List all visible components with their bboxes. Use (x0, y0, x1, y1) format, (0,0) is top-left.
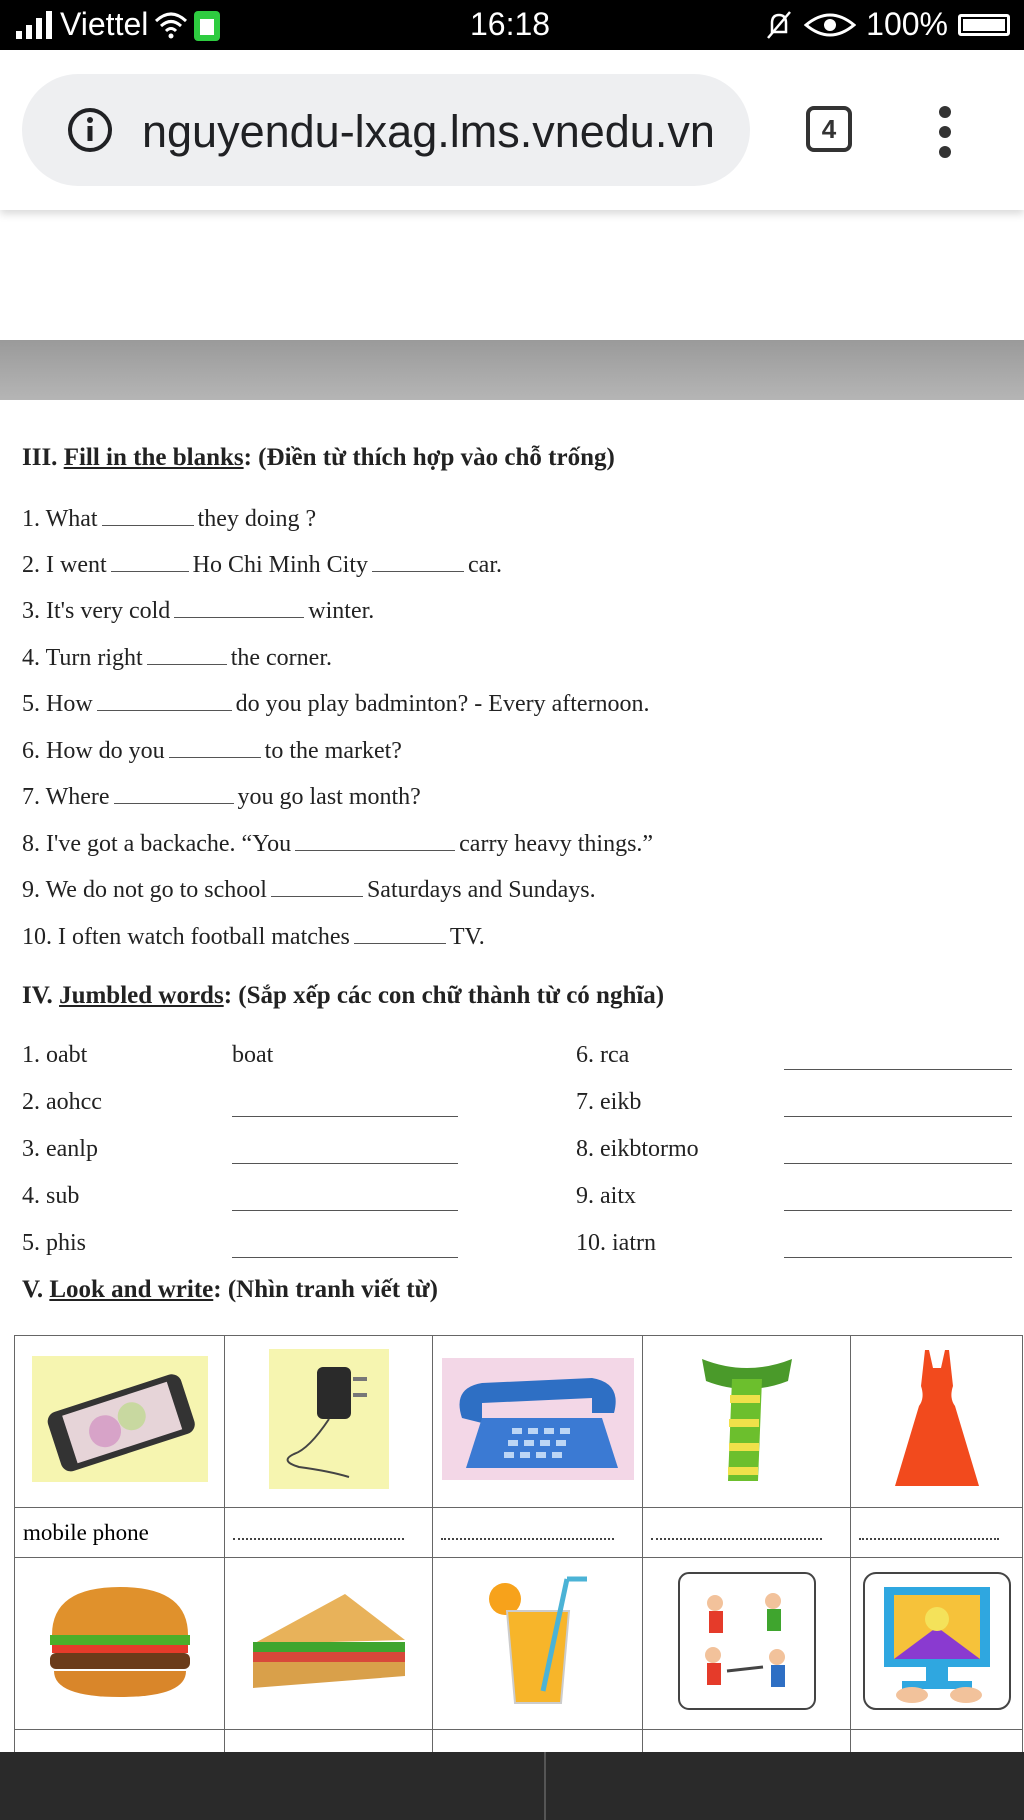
blank-line[interactable] (174, 599, 304, 618)
answer-line[interactable] (232, 1162, 458, 1164)
answer-cell[interactable] (433, 1508, 643, 1558)
jumbled-word: 4. sub (22, 1183, 80, 1209)
fill-item-9 (22, 877, 596, 904)
picture-cell (433, 1336, 643, 1508)
blank-line[interactable] (295, 832, 455, 851)
section5-heading (22, 1276, 438, 1304)
section3-title: Fill in the blanks (63, 444, 244, 471)
answer-line[interactable] (784, 1162, 1012, 1164)
fill-item-7 (22, 784, 421, 811)
picture-table (14, 1335, 1023, 1780)
jumbled-word: 3. eanlp (22, 1136, 98, 1162)
fill-text: 10. I often watch football matches (22, 924, 350, 950)
dotted-line (859, 1524, 999, 1540)
fill-item-4 (22, 645, 332, 672)
fill-text: you go last month? (237, 784, 421, 810)
picture-cell (643, 1558, 851, 1730)
mobile-phone-picture (32, 1356, 208, 1482)
fill-text: TV. (449, 924, 485, 950)
picture-cell (225, 1558, 433, 1730)
answer-cell[interactable] (643, 1508, 851, 1558)
carrier-name: Viettel (60, 6, 149, 42)
wifi-icon (154, 11, 188, 39)
address-bar[interactable] (22, 74, 750, 186)
answer-text: mobile phone (23, 1519, 149, 1545)
tab-switcher-button[interactable]: 4 (806, 106, 852, 152)
answer-line[interactable] (232, 1209, 458, 1211)
jumbled-word: 10. iatrn (576, 1230, 656, 1256)
answer-line[interactable] (784, 1256, 1012, 1258)
eye-icon (804, 11, 856, 39)
section5-title: Look and write (49, 1276, 214, 1303)
bottom-overlay-bar (0, 1752, 1024, 1820)
jumbled-word: 2. aohcc (22, 1089, 102, 1115)
jumbled-word: 1. oabt (22, 1042, 88, 1068)
jumbled-word: 5. phis (22, 1230, 87, 1256)
answer-cell[interactable] (225, 1508, 433, 1558)
menu-dot (939, 126, 951, 138)
section5-num: V. (22, 1276, 44, 1303)
bottom-bar-divider (544, 1752, 546, 1820)
fill-item-10 (22, 924, 485, 951)
blank-line[interactable] (111, 553, 189, 572)
fill-item-6 (22, 738, 402, 765)
fill-text: 2. I went (22, 552, 107, 578)
battery-saver-icon (194, 9, 220, 41)
telephone-picture (442, 1358, 634, 1480)
section4-heading (22, 982, 664, 1010)
phone-charger-picture (269, 1349, 389, 1489)
carrier-group (14, 6, 220, 43)
dotted-line (441, 1524, 614, 1540)
menu-dot (939, 106, 951, 118)
picture-cell (433, 1558, 643, 1730)
section4-num: IV. (22, 982, 53, 1009)
section3-subtitle: : (Điền từ thích hợp vào chỗ trống) (243, 444, 615, 471)
fill-text: Ho Chi Minh City (192, 552, 369, 578)
signal-icon (14, 11, 54, 39)
browser-toolbar (0, 50, 1024, 210)
picture-cell (15, 1558, 225, 1730)
orange-juice-picture (483, 1571, 593, 1711)
sports-activities-picture (677, 1571, 817, 1711)
fill-text: 4. Turn right (22, 645, 143, 671)
blank-line[interactable] (97, 692, 232, 711)
picture-cell (851, 1336, 1023, 1508)
section3-heading (22, 444, 615, 472)
hamburger-picture (42, 1581, 198, 1701)
answer-cell[interactable] (15, 1508, 225, 1558)
picture-cell (643, 1336, 851, 1508)
menu-dot (939, 146, 951, 158)
fill-text: 7. Where (22, 784, 110, 810)
answer-line[interactable] (784, 1068, 1012, 1070)
blank-line[interactable] (271, 878, 363, 897)
section4-title: Jumbled words (59, 982, 224, 1009)
status-bar (0, 0, 1024, 50)
jumbled-word: 6. rca (576, 1042, 630, 1068)
fill-text: 3. It's very cold (22, 598, 171, 624)
fill-text: car. (468, 552, 502, 578)
battery-percent: 100% (866, 6, 948, 42)
fill-text: 5. How (22, 691, 93, 717)
blank-line[interactable] (102, 507, 194, 526)
dotted-line (651, 1524, 822, 1540)
section3-num: III. (22, 444, 58, 471)
dress-picture (889, 1346, 985, 1492)
fill-text: 6. How do you (22, 738, 165, 764)
picture-cell (851, 1558, 1023, 1730)
fill-text: to the market? (264, 738, 402, 764)
section4-subtitle: : (Sắp xếp các con chữ thành từ có nghĩa) (223, 982, 665, 1009)
fill-item-8 (22, 831, 653, 858)
mute-bell-icon (764, 10, 794, 40)
blank-line[interactable] (147, 646, 227, 665)
blank-line[interactable] (372, 553, 464, 572)
info-icon[interactable] (66, 106, 114, 154)
answer-line[interactable] (784, 1209, 1012, 1211)
fill-text: Saturdays and Sundays. (366, 877, 596, 903)
picture-cell (225, 1336, 433, 1508)
status-right-group (764, 6, 1010, 43)
blank-line[interactable] (169, 739, 261, 758)
fill-text: do you play badminton? - Every afternoon. (235, 691, 650, 717)
overflow-menu-button[interactable] (925, 106, 965, 162)
jumbled-answer[interactable]: boat (232, 1042, 274, 1068)
answer-cell[interactable] (851, 1508, 1023, 1558)
fill-text: they doing ? (197, 506, 317, 532)
fill-item-5 (22, 691, 650, 718)
fill-text: carry heavy things.” (459, 831, 654, 857)
fill-item-3 (22, 598, 374, 625)
blank-line[interactable] (354, 925, 446, 944)
jumbled-word: 9. aitx (576, 1183, 636, 1209)
section5-subtitle: : (Nhìn tranh viết từ) (213, 1276, 438, 1303)
page-gray-band (0, 340, 1024, 400)
blank-line[interactable] (114, 785, 234, 804)
answer-line[interactable] (784, 1115, 1012, 1117)
fill-text: 1. What (22, 506, 98, 532)
fill-text: the corner. (230, 645, 332, 671)
scarf-picture (692, 1349, 802, 1489)
fill-item-1 (22, 506, 316, 533)
clock: 16:18 (470, 6, 551, 42)
dotted-line (233, 1524, 404, 1540)
fill-item-2 (22, 552, 502, 579)
battery-icon (958, 14, 1010, 36)
jumbled-word: 8. eikbtormo (576, 1136, 699, 1162)
answer-line[interactable] (232, 1256, 458, 1258)
fill-text: 9. We do not go to school (22, 877, 267, 903)
fill-text: 8. I've got a backache. “You (22, 831, 292, 857)
url-text[interactable]: nguyendu-lxag.lms.vnedu.vn (142, 106, 715, 157)
picture-cell (15, 1336, 225, 1508)
sandwich-picture (249, 1588, 409, 1694)
answer-line[interactable] (232, 1115, 458, 1117)
computer-picture (862, 1571, 1012, 1711)
jumbled-word: 7. eikb (576, 1089, 642, 1115)
fill-text: winter. (308, 598, 375, 624)
